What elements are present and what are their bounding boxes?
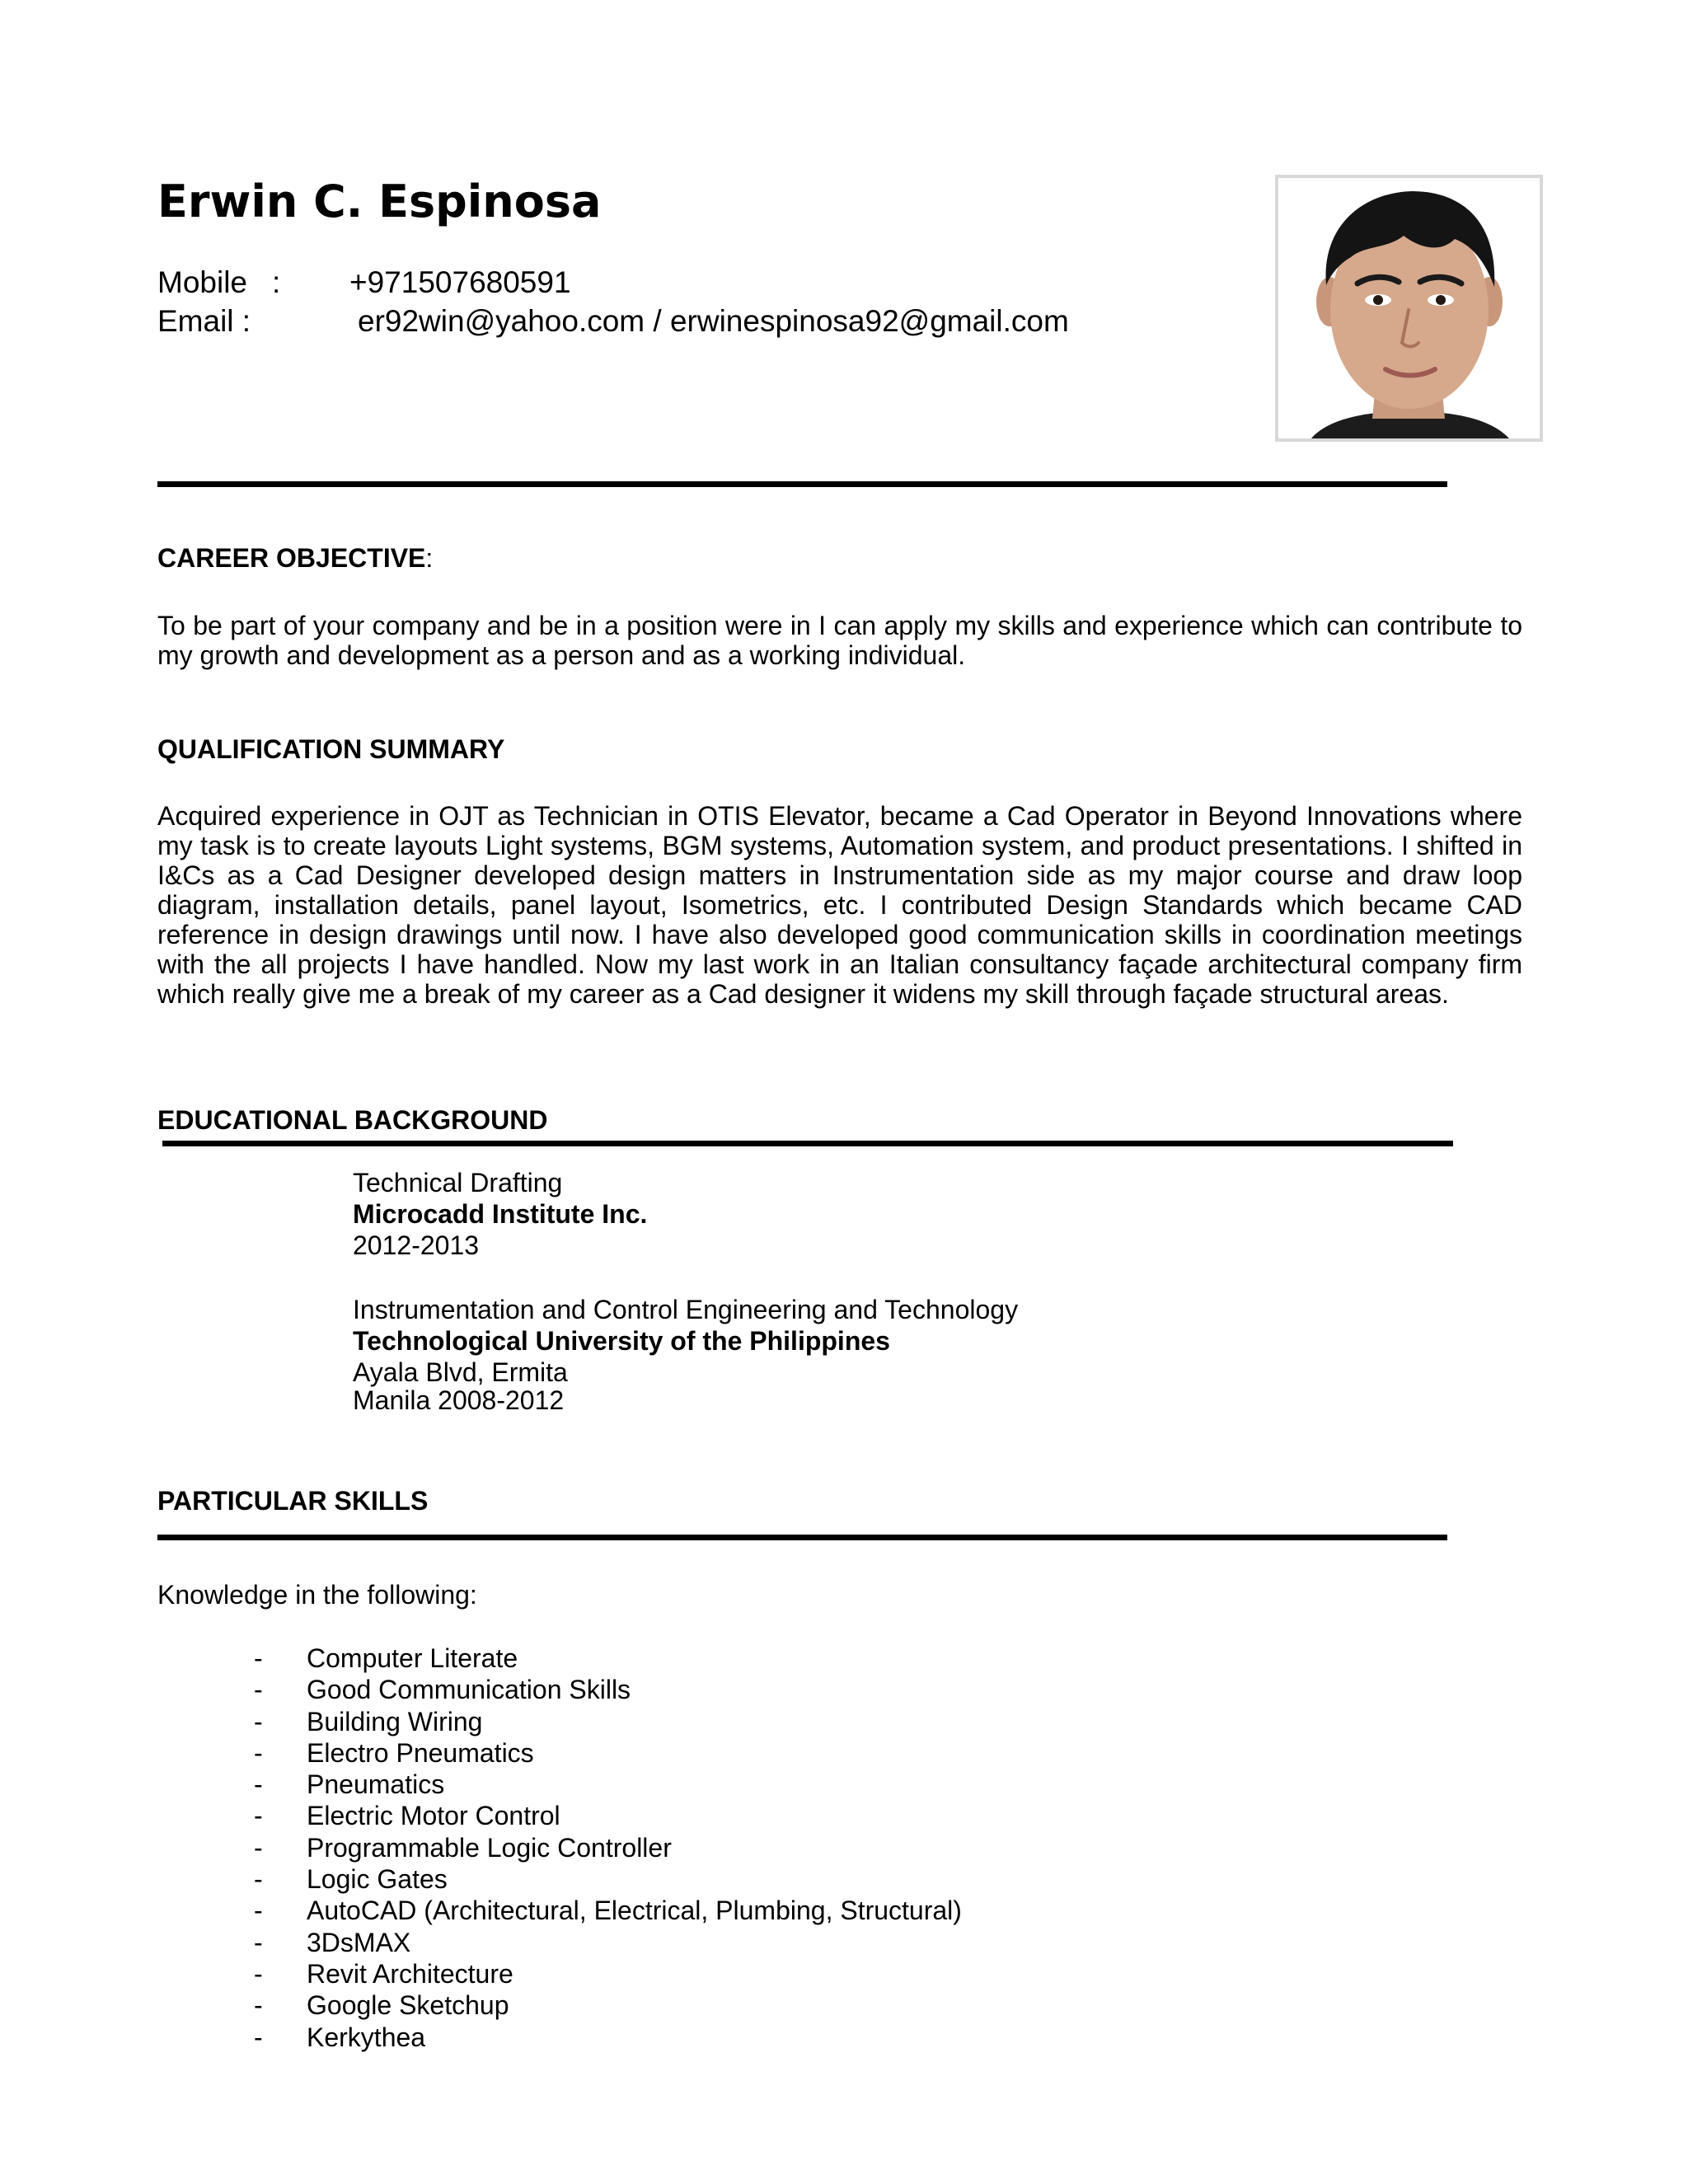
career-objective-heading [157, 541, 433, 574]
bullet-dash: - [254, 1675, 263, 1705]
skill-label: Pneumatics [307, 1769, 445, 1800]
bullet-dash: - [254, 2022, 263, 2052]
career-objective-colon: : [425, 543, 434, 573]
skill-label: AutoCAD (Architectural, Electrical, Plumbing, Structural) [307, 1896, 962, 1926]
education-divider [162, 1141, 1453, 1146]
educational-background-heading: EDUCATIONAL BACKGROUND [157, 1105, 548, 1135]
header-divider [157, 481, 1447, 487]
skills-intro: Knowledge in the following: [157, 1580, 477, 1610]
bullet-dash: - [254, 1801, 263, 1831]
skill-label: Programmable Logic Controller [307, 1832, 672, 1863]
education-school: Microcadd Institute Inc. [353, 1199, 648, 1229]
particular-skills-heading: PARTICULAR SKILLS [157, 1486, 429, 1516]
education-school: Technological University of the Philippines [353, 1326, 890, 1356]
bullet-dash: - [254, 1990, 263, 2021]
email-addresses: er92win@yahoo.com / erwinespinosa92@gmail.com [358, 304, 1069, 338]
education-entry [353, 1167, 647, 1261]
mobile-label: Mobile [157, 265, 247, 299]
portrait-image [1278, 178, 1540, 438]
education-address: Ayala Blvd, Ermita [353, 1357, 568, 1387]
bullet-dash: - [254, 1769, 263, 1800]
education-location-years: Manila 2008-2012 [353, 1385, 565, 1415]
bullet-dash: - [254, 1864, 263, 1895]
bullet-dash: - [254, 1927, 263, 1957]
candidate-name: Erwin C. Espinosa [157, 176, 602, 227]
career-objective-heading-text: CAREER OBJECTIVE [157, 543, 426, 573]
education-entry [353, 1294, 1018, 1416]
email-label: Email : [157, 304, 251, 338]
skill-label: Revit Architecture [307, 1958, 513, 1989]
education-course: Technical Drafting [353, 1168, 563, 1197]
skill-label: Building Wiring [307, 1706, 483, 1736]
skill-label: Logic Gates [307, 1864, 448, 1895]
skill-label: Computer Literate [307, 1643, 518, 1673]
bullet-dash: - [254, 1706, 263, 1736]
education-years: 2012-2013 [353, 1230, 480, 1260]
skill-label: Google Sketchup [307, 1990, 509, 2021]
profile-photo [1275, 175, 1543, 442]
bullet-dash: - [254, 1643, 263, 1673]
qualification-summary-heading: QUALIFICATION SUMMARY [157, 734, 505, 764]
skill-label: 3DsMAX [307, 1927, 411, 1957]
bullet-dash: - [254, 1737, 263, 1768]
skill-label: Electro Pneumatics [307, 1737, 534, 1768]
bullet-dash: - [254, 1896, 263, 1926]
education-course: Instrumentation and Control Engineering and Technology [353, 1295, 1019, 1324]
mobile-number: +971507680591 [349, 265, 571, 299]
career-objective-text: To be part of your company and be in a position were in I can apply my skills and experience which can contribute to my growth and development as a person and as a working individual. [157, 611, 1522, 670]
qualification-summary-text: Acquired experience in OJT as Technician in OTIS Elevator, became a Cad Operator in Beyond Innovations where my task is to create layouts Light systems, BGM systems, Automation system, and product presentations. I shifted in I&Cs as a Cad Designer developed design matters in Instrumentation side as my major course and draw loop diagram, installation details, panel layout, Isometrics, etc. I contributed Design Standards which became CAD reference in design drawings until now. I have also developed good communication skills in coordination meetings with the all projects I have handled. Now my last work in an Italian consultancy façade architectural company firm which really give me a break of my career as a Cad designer it widens my skill through façade structural areas. [157, 801, 1522, 1009]
bullet-dash: - [254, 1832, 263, 1863]
skill-label: Electric Motor Control [307, 1801, 560, 1831]
mobile-separator: : [272, 265, 281, 299]
bullet-dash: - [254, 1958, 263, 1989]
skill-label: Kerkythea [307, 2022, 426, 2052]
skill-label: Good Communication Skills [307, 1675, 631, 1705]
skills-divider [157, 1535, 1447, 1540]
